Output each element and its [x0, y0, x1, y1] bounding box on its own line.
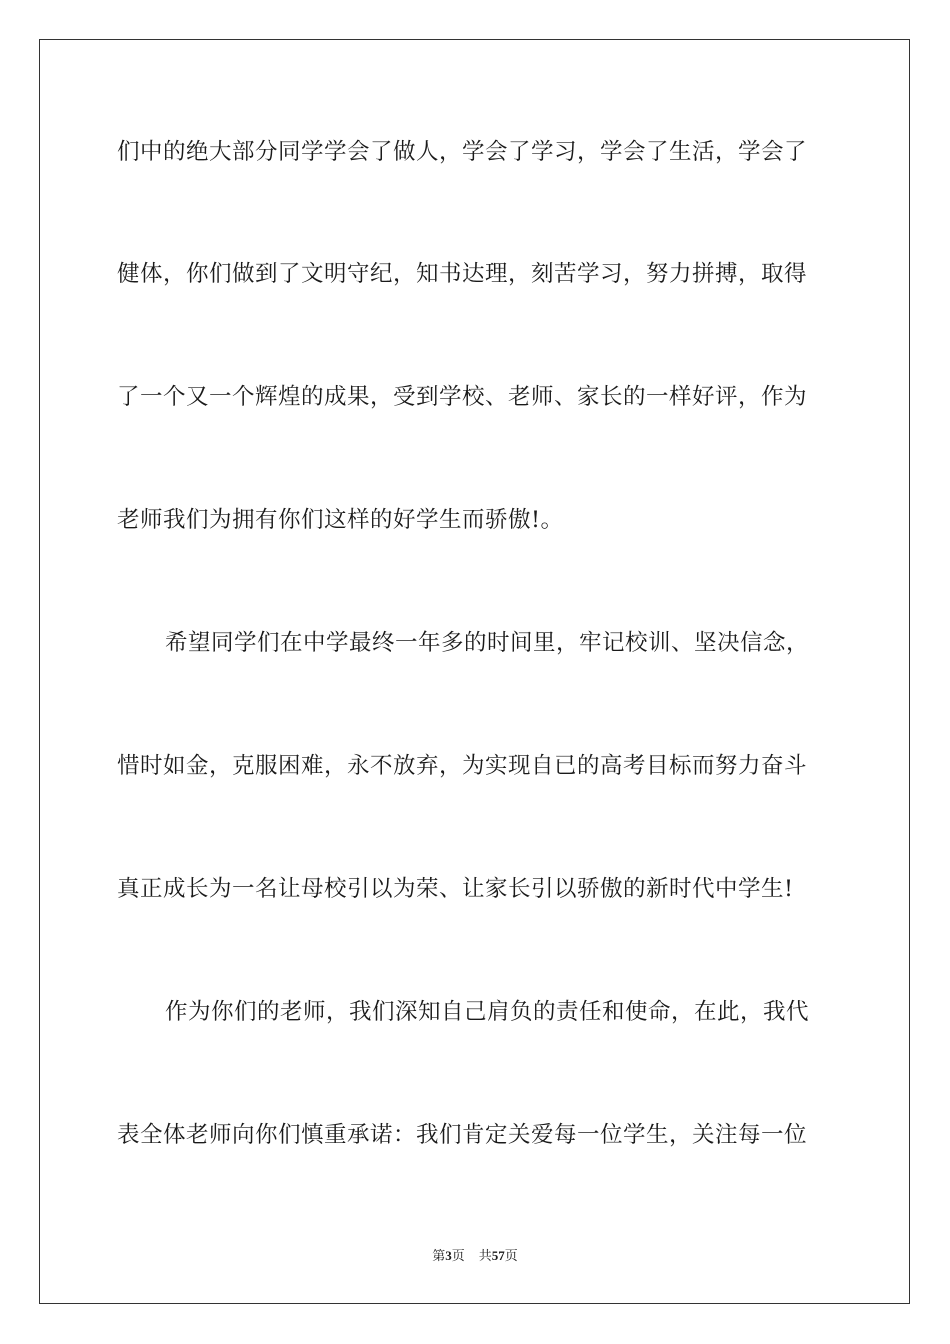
page-footer: [0, 1248, 950, 1265]
footer-total-prefix: 共: [478, 1249, 492, 1264]
paragraph-line-2: 健体，你们做到了文明守纪，知书达理，刻苦学习，努力拼搏，取得: [117, 261, 808, 287]
footer-page-number: 3: [445, 1248, 452, 1263]
page-border: [39, 39, 910, 1304]
paragraph-line-9: 表全体老师向你们慎重承诺：我们肯定关爱每一位学生，关注每一位: [117, 1122, 808, 1148]
footer-page-prefix: 第: [432, 1249, 446, 1264]
footer-page-suffix: 页: [451, 1249, 465, 1264]
paragraph-line-7: 真正成长为一名让母校引以为荣、让家长引以骄傲的新时代中学生!: [117, 876, 794, 902]
paragraph-line-8: 作为你们的老师，我们深知自己肩负的责任和使命，在此，我代: [165, 999, 810, 1025]
paragraph-line-4: 老师我们为拥有你们这样的好学生而骄傲!。: [117, 507, 564, 533]
footer-total-suffix: 页: [504, 1249, 518, 1264]
paragraph-line-1: 们中的绝大部分同学学会了做人，学会了学习，学会了生活，学会了: [117, 139, 808, 165]
paragraph-line-5: 希望同学们在中学最终一年多的时间里，牢记校训、坚决信念，: [165, 630, 810, 656]
footer-total-pages: 57: [491, 1248, 505, 1263]
paragraph-line-3: 了一个又一个辉煌的成果，受到学校、老师、家长的一样好评，作为: [117, 384, 808, 410]
paragraph-line-6: 惜时如金，克服困难，永不放弃，为实现自已的高考目标而努力奋斗: [117, 753, 808, 779]
